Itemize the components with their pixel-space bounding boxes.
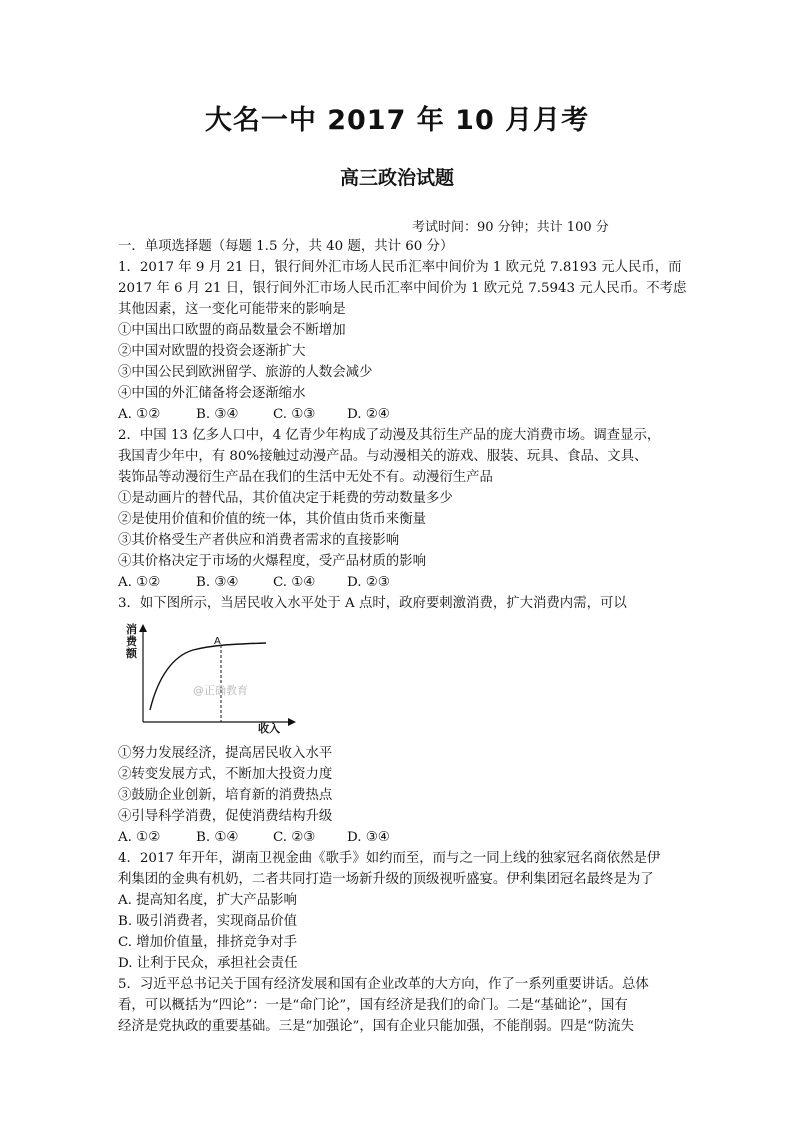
statement-item: ③鼓励企业创新，培育新的消费热点 [118,788,333,803]
question-text-line: 利集团的金典有机奶，二者共同打造一场新升级的顶级视听盛宴。伊利集团冠名最终是为了 [118,872,654,887]
statement-item: ①努力发展经济，提高居民收入水平 [118,746,333,761]
watermark: @正确教育 [193,684,248,697]
x-axis-arrow [288,718,296,726]
answer-options [118,827,678,848]
exam-content [118,236,687,1037]
statement-item: ③中国公民到欧洲留学、旅游的人数会减少 [118,365,373,380]
statement-item: ③其价格受生产者供应和消费者需求的直接影响 [118,533,400,548]
question-text-line: 看，可以概括为“四论”：一是“命门论”，国有经济是我们的命门。二是“基础论”，国有 [118,998,628,1013]
statement-item: ④其价格决定于市场的火爆程度，受产品材质的影响 [118,554,426,569]
y-axis-arrow [139,624,147,632]
consumption-income-figure [118,622,298,737]
question-text-line: 经济是党执政的重要基础。三是“加强论”，国有企业只能加强，不能削弱。四是“防流失 [118,1019,634,1034]
statement-item: ④中国的外汇储备将会逐渐缩水 [118,386,306,401]
option-d: D. ②③ [347,575,390,590]
question-text-line: 我国青少年中，有 80%接触过动漫产品。与动漫相关的游戏、服装、玩具、食品、文具、 [118,449,648,464]
option-c: C. ①③ [273,407,316,422]
statement-item: ①中国出口欧盟的商品数量会不断增加 [118,323,346,338]
y-axis-label: 消费额 [126,623,137,660]
option-c: C. ②③ [273,830,316,845]
exam-info: 考试时间：90 分钟；共计 100 分 [412,220,609,235]
option-b: B. ①④ [196,830,239,845]
answer-options [118,404,678,425]
option-a: A. ①② [118,407,161,422]
question-text-line: 4．2017 年开年，湖南卫视金曲《歌手》如约而至，而与之一同上线的独家冠名商依然是伊 [118,851,661,866]
question-text-line: 2．中国 13 亿多人口中，4 亿青少年构成了动漫及其衍生产品的庞大消费市场。调查显示， [118,428,661,443]
question-text-line: 其他因素，这一变化可能带来的影响是 [118,302,346,317]
page-title: 大名一中 2017 年 10 月月考 [204,105,590,136]
question-text-line: 2017 年 6 月 21 日，银行间外汇市场人民币汇率中间价为 1 欧元兑 7.5943 元人民币。不考虑 [118,281,687,296]
question-text-line: 装饰品等动漫衍生产品在我们的生活中无处不有。动漫衍生产品 [118,470,493,485]
question-2 [118,425,678,593]
point-a-label: A [214,636,221,647]
answer-options [118,572,678,593]
question-text-line: 1．2017 年 9 月 21 日，银行间外汇市场人民币汇率中间价为 1 欧元兑 7.8193 元人民币，而 [118,260,682,275]
statement-item: ②中国对欧盟的投资会逐渐扩大 [118,344,306,359]
statement-item: ④引导科学消费，促使消费结构升级 [118,809,333,824]
option-c: C. ①④ [273,575,316,590]
question-3 [118,593,678,848]
question-text-line: 5．习近平总书记关于国有经济发展和国有企业改革的大方向，作了一系列重要讲话。总体 [118,977,649,992]
question-text-line: 3．如下图所示，当居民收入水平处于 A 点时，政府要刺激消费，扩大消费内需，可以 [118,596,627,611]
choice-a: A. 提高知名度，扩大产品影响 [118,893,297,908]
option-a: A. ①② [118,575,161,590]
question-4 [118,848,678,974]
question-5 [118,974,678,1037]
statement-item: ①是动画片的替代品，其价值决定于耗费的劳动数量多少 [118,491,453,506]
page-subtitle: 高三政治试题 [339,167,454,189]
choice-c: C. 增加价值量，排挤竞争对手 [118,935,297,950]
option-a: A. ①② [118,830,161,845]
option-b: B. ③④ [196,407,239,422]
option-d: D. ③④ [347,830,390,845]
choice-d: D. 让利于民众，承担社会责任 [118,956,298,971]
section-heading: 一．单项选择题（每题 1.5 分，共 40 题，共计 60 分） [118,239,454,254]
x-axis-label: 收入 [258,722,280,735]
statement-item: ②是使用价值和价值的统一体，其价值由货币来衡量 [118,512,426,527]
question-1 [118,257,687,425]
option-d: D. ②④ [347,407,390,422]
choice-b: B. 吸引消费者，实现商品价值 [118,914,298,929]
option-b: B. ③④ [196,575,239,590]
statement-item: ②转变发展方式，不断加大投资力度 [118,767,333,782]
